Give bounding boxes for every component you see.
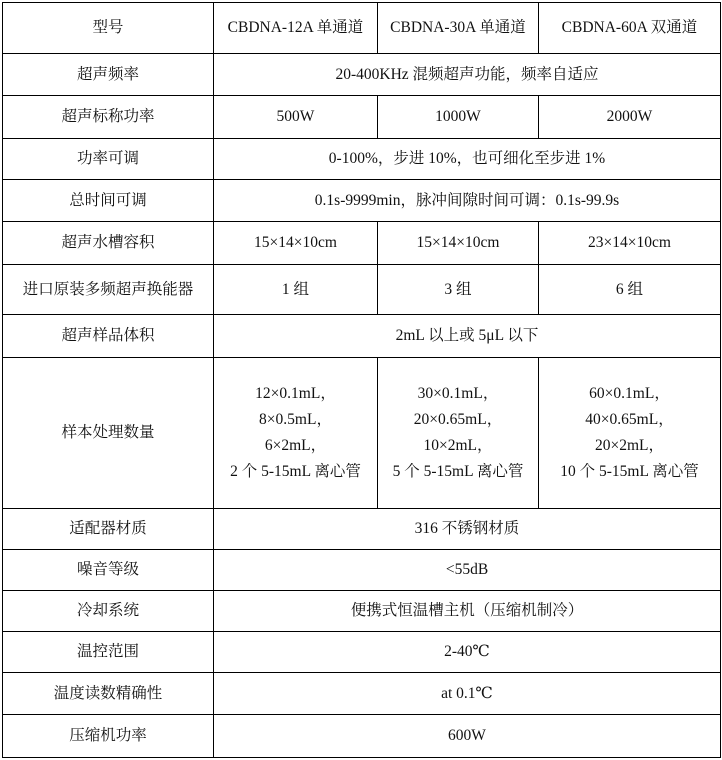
row-label: 超声频率 bbox=[3, 54, 214, 96]
value-cell: 2000W bbox=[539, 96, 721, 139]
merged-value-cell: 20-400KHz 混频超声功能，频率自适应 bbox=[214, 54, 721, 96]
merged-value-cell: 便携式恒温槽主机（压缩机制冷） bbox=[214, 591, 721, 632]
value-cell: 15×14×10cm bbox=[378, 222, 539, 265]
value-cell: 23×14×10cm bbox=[539, 222, 721, 265]
value-line: 20×2mL， bbox=[594, 437, 665, 454]
table-row bbox=[3, 315, 721, 358]
merged-value-cell: 2-40℃ bbox=[214, 632, 721, 673]
value-line: 10×2mL， bbox=[423, 437, 493, 454]
value-line: 40×0.65mL， bbox=[585, 411, 674, 428]
value-cell bbox=[378, 358, 539, 509]
value-line: 6×2mL， bbox=[264, 437, 327, 454]
spec-table bbox=[2, 2, 721, 758]
table-row bbox=[3, 591, 721, 632]
table-row bbox=[3, 96, 721, 139]
table-row bbox=[3, 358, 721, 509]
table-row bbox=[3, 509, 721, 550]
value-line: 60×0.1mL， bbox=[589, 385, 670, 402]
row-label: 超声样品体积 bbox=[3, 315, 214, 358]
table-row bbox=[3, 673, 721, 715]
value-cell: 6 组 bbox=[539, 265, 721, 315]
table-row bbox=[3, 265, 721, 315]
value-line: 12×0.1mL， bbox=[255, 385, 336, 402]
merged-value-cell: 316 不锈钢材质 bbox=[214, 509, 721, 550]
merged-value-cell: 0.1s-9999min，脉冲间隙时间可调：0.1s-99.9s bbox=[214, 180, 721, 222]
table-row bbox=[3, 54, 721, 96]
row-label: 冷却系统 bbox=[3, 591, 214, 632]
row-label: 压缩机功率 bbox=[3, 715, 214, 758]
merged-value-cell: 2mL 以上或 5μL 以下 bbox=[214, 315, 721, 358]
merged-value-cell: at 0.1℃ bbox=[214, 673, 721, 715]
table-row bbox=[3, 550, 721, 591]
value-cell: CBDNA-12A 单通道 bbox=[214, 3, 378, 54]
value-line: 8×0.5mL， bbox=[259, 411, 332, 428]
row-label: 进口原装多频超声换能器 bbox=[3, 265, 214, 315]
table-row bbox=[3, 632, 721, 673]
value-cell: 1000W bbox=[378, 96, 539, 139]
spec-table-body bbox=[3, 3, 721, 758]
value-line: 5 个 5-15mL 离心管 bbox=[392, 463, 524, 480]
row-label: 超声水槽容积 bbox=[3, 222, 214, 265]
row-label: 样本处理数量 bbox=[3, 358, 214, 509]
value-line: 20×0.65mL， bbox=[413, 411, 503, 428]
value-line: 30×0.1mL， bbox=[417, 385, 499, 402]
value-cell bbox=[214, 358, 378, 509]
value-line: 2 个 5-15mL 离心管 bbox=[230, 463, 361, 480]
row-label: 噪音等级 bbox=[3, 550, 214, 591]
table-row bbox=[3, 139, 721, 180]
value-cell: 1 组 bbox=[214, 265, 378, 315]
value-cell: 15×14×10cm bbox=[214, 222, 378, 265]
value-line: 10 个 5-15mL 离心管 bbox=[560, 463, 699, 480]
table-row bbox=[3, 180, 721, 222]
merged-value-cell: 600W bbox=[214, 715, 721, 758]
value-cell: CBDNA-60A 双通道 bbox=[539, 3, 721, 54]
value-cell: 3 组 bbox=[378, 265, 539, 315]
value-cell bbox=[539, 358, 721, 509]
table-row bbox=[3, 715, 721, 758]
row-label: 总时间可调 bbox=[3, 180, 214, 222]
merged-value-cell: 0-100%，步进 10%，也可细化至步进 1% bbox=[214, 139, 721, 180]
value-cell: CBDNA-30A 单通道 bbox=[378, 3, 539, 54]
value-cell: 500W bbox=[214, 96, 378, 139]
row-label: 功率可调 bbox=[3, 139, 214, 180]
row-label: 适配器材质 bbox=[3, 509, 214, 550]
row-label: 型号 bbox=[3, 3, 214, 54]
table-row bbox=[3, 222, 721, 265]
row-label: 超声标称功率 bbox=[3, 96, 214, 139]
row-label: 温控范围 bbox=[3, 632, 214, 673]
row-label: 温度读数精确性 bbox=[3, 673, 214, 715]
merged-value-cell: <55dB bbox=[214, 550, 721, 591]
table-row bbox=[3, 3, 721, 54]
